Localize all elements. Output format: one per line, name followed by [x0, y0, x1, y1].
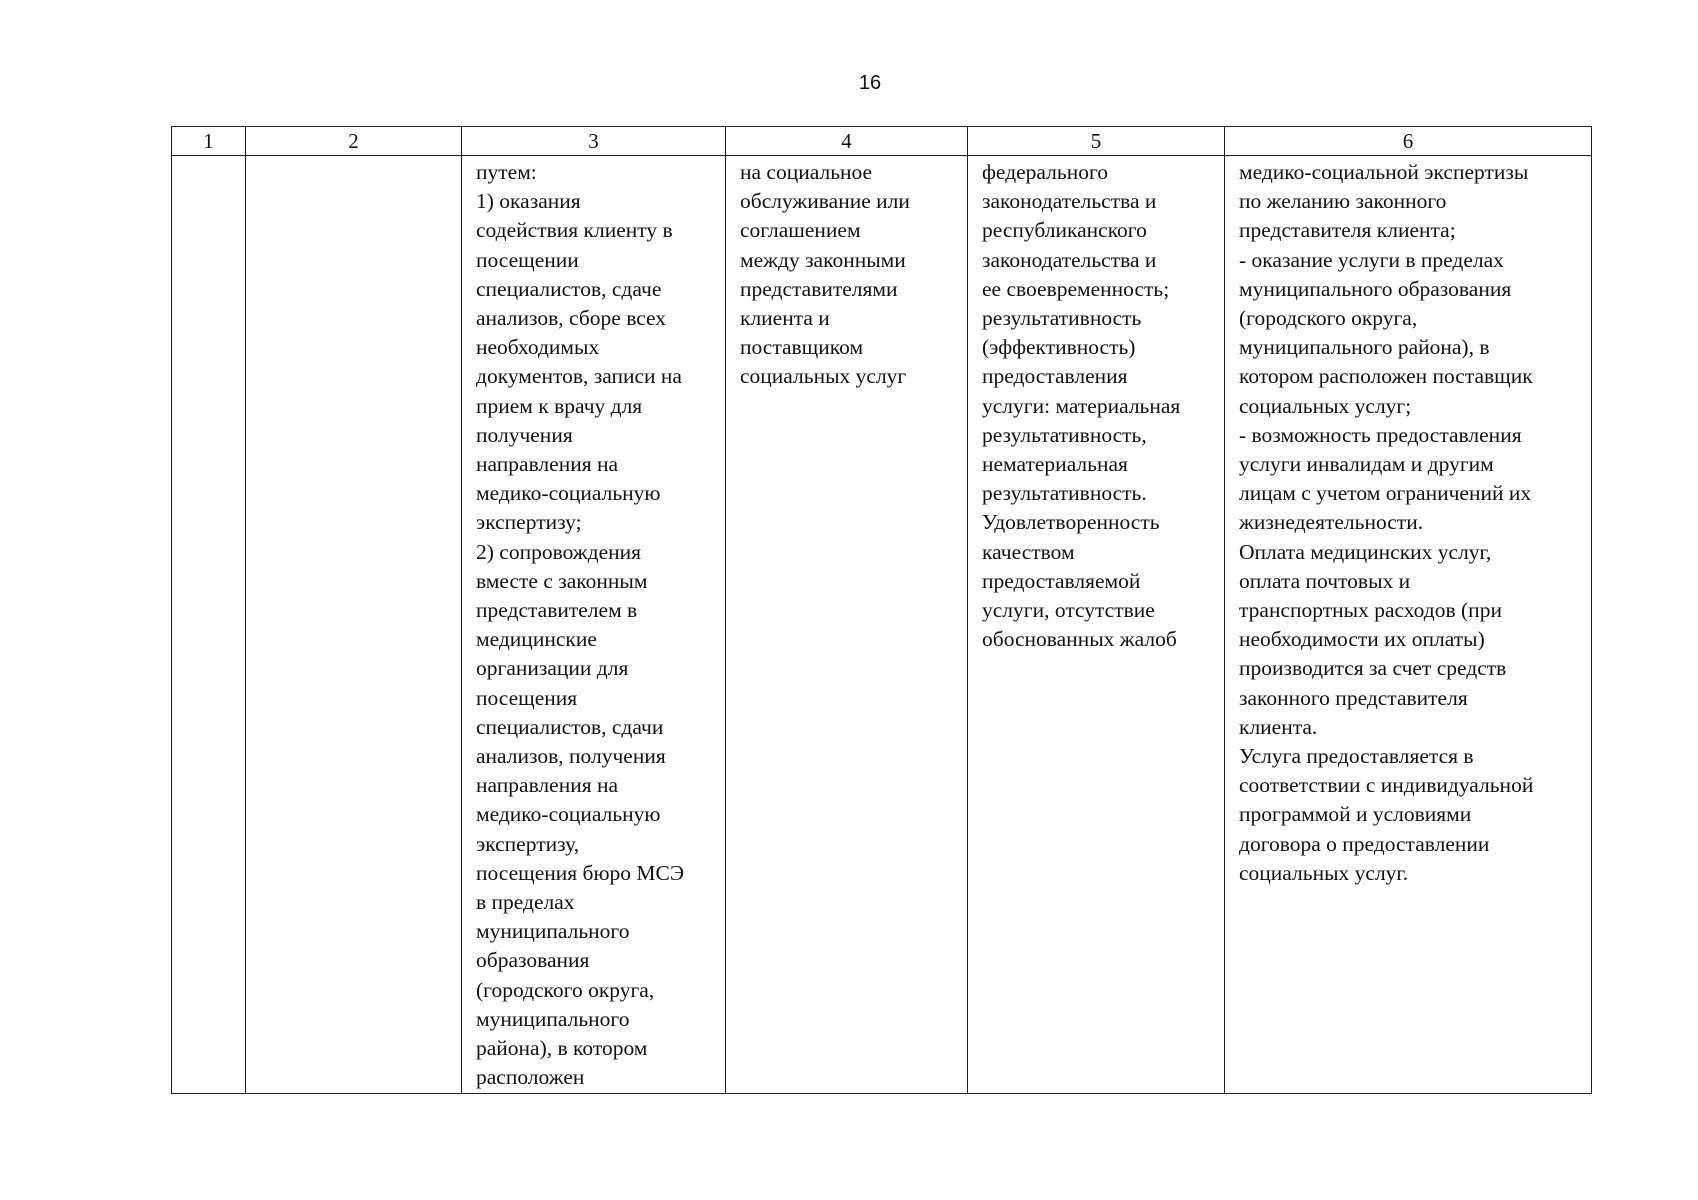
- cell-text-line: необходимых: [476, 335, 600, 360]
- cell-text-line: района), в котором: [476, 1036, 648, 1061]
- cell-col-5: [968, 156, 1225, 1094]
- cell-text-line: ее своевременность;: [982, 276, 1170, 301]
- cell-text-line: Удовлетворенность: [982, 510, 1160, 535]
- cell-text-line: посещения бюро МСЭ: [476, 860, 685, 885]
- cell-text-line: муниципального: [476, 1006, 630, 1031]
- cell-text-line: федерального: [982, 160, 1108, 184]
- cell-text-line: клиента.: [1239, 714, 1318, 739]
- cell-text-line: (городского округа,: [476, 977, 655, 1002]
- cell-text-line: жизнедеятельности.: [1239, 510, 1424, 535]
- column-header-1: 1: [172, 127, 246, 156]
- column-header-2: 2: [246, 127, 462, 156]
- cell-text-line: качеством: [982, 539, 1075, 564]
- cell-col-4: [726, 156, 968, 1094]
- cell-text-line: образования: [476, 948, 590, 973]
- cell-text-line: результативность: [982, 306, 1142, 331]
- cell-text-line: прием к врачу для: [476, 393, 643, 418]
- cell-text-line: между законными: [740, 247, 906, 272]
- cell-text-line: посещении: [476, 247, 579, 272]
- cell-col-2: [246, 156, 462, 1094]
- cell-text-line: муниципального образования: [1239, 276, 1512, 301]
- cell-text-line: (городского округа,: [1239, 306, 1418, 331]
- page-number: 16: [858, 72, 882, 94]
- cell-text-line: организации для: [476, 656, 629, 681]
- cell-text-line: - возможность предоставления: [1239, 422, 1522, 447]
- cell-text-line: услуги, отсутствие: [982, 598, 1155, 623]
- cell-text-line: производится за счет средств: [1239, 656, 1507, 681]
- cell-text-line: направления на: [476, 452, 619, 477]
- column-header-3: 3: [462, 127, 726, 156]
- cell-col-3: [462, 156, 726, 1094]
- cell-text-line: предоставления: [982, 364, 1128, 389]
- cell-text-line: медико-социальную: [476, 481, 661, 506]
- cell-text-line: (эффективность): [982, 335, 1136, 360]
- cell-text-line: котором расположен поставщик: [1239, 364, 1533, 389]
- cell-text-line: результативность,: [982, 422, 1147, 447]
- cell-col-6: [1225, 156, 1592, 1094]
- cell-text-line: 1) оказания: [476, 189, 581, 214]
- cell-text-line: на социальное: [740, 160, 873, 184]
- cell-text-line: специалистов, сдаче: [476, 276, 662, 301]
- cell-text-line: оплата почтовых и: [1239, 568, 1411, 593]
- cell-text-line: нематериальная: [982, 452, 1128, 477]
- column-header-4: 4: [726, 127, 968, 156]
- cell-text-line: обслуживание или: [740, 189, 910, 214]
- cell-text-line: по желанию законного: [1239, 189, 1447, 214]
- cell-text-line: обоснованных жалоб: [982, 627, 1177, 652]
- cell-text-line: клиента и: [740, 306, 830, 331]
- cell-text-line: договора о предоставлении: [1239, 831, 1490, 856]
- cell-text-line: законного представителя: [1239, 685, 1468, 710]
- cell-text-line: 2) сопровождения: [476, 539, 642, 564]
- column-number-row: [172, 127, 1592, 156]
- cell-text-line: медико-социальной экспертизы: [1239, 160, 1529, 184]
- cell-text-line: экспертизу,: [476, 831, 580, 856]
- cell-text-line: в пределах: [476, 890, 575, 915]
- cell-text-line: экспертизу;: [476, 510, 582, 535]
- cell-text-line: лицам с учетом ограничений их: [1239, 481, 1532, 506]
- cell-col-1: [172, 156, 246, 1094]
- column-header-5: 5: [968, 127, 1225, 156]
- cell-text-line: республиканского: [982, 218, 1147, 243]
- cell-text-line: анализов, сборе всех: [476, 306, 667, 331]
- cell-text-line: документов, записи на: [476, 364, 682, 389]
- cell-text-line: законодательства и: [982, 189, 1157, 214]
- column-header-6: 6: [1225, 127, 1592, 156]
- cell-text-line: специалистов, сдачи: [476, 714, 664, 739]
- cell-text-line: результативность.: [982, 481, 1147, 506]
- cell-text-line: услуги: материальная: [982, 393, 1181, 418]
- cell-text-line: программой и условиями: [1239, 802, 1472, 827]
- cell-text-line: социальных услуг: [740, 364, 907, 389]
- cell-text-line: медицинские: [476, 627, 597, 652]
- cell-text-line: содействия клиенту в: [476, 218, 673, 243]
- cell-text-line: представителя клиента;: [1239, 218, 1456, 243]
- cell-text-line: поставщиком: [740, 335, 864, 360]
- cell-text-line: предоставляемой: [982, 568, 1141, 593]
- cell-text-line: направления на: [476, 773, 619, 798]
- cell-text-line: муниципального района), в: [1239, 335, 1490, 360]
- cell-text-line: вместе с законным: [476, 568, 648, 593]
- cell-text-line: медико-социальную: [476, 802, 661, 827]
- table-row: [172, 156, 1592, 1094]
- cell-text-line: муниципального: [476, 919, 630, 944]
- cell-text-line: путем:: [476, 160, 537, 184]
- cell-text-line: расположен: [476, 1065, 585, 1090]
- cell-text-line: Оплата медицинских услуг,: [1239, 539, 1492, 564]
- cell-text-line: соответствии с индивидуальной: [1239, 773, 1534, 798]
- cell-text-line: услуги инвалидам и другим: [1239, 452, 1494, 477]
- cell-text-line: социальных услуг.: [1239, 860, 1409, 885]
- cell-text-line: Услуга предоставляется в: [1239, 744, 1474, 769]
- cell-text-line: анализов, получения: [476, 744, 666, 769]
- cell-text-line: социальных услуг;: [1239, 393, 1412, 418]
- cell-text-line: посещения: [476, 685, 578, 710]
- cell-text-line: - оказание услуги в пределах: [1239, 247, 1504, 272]
- cell-text-line: представителями: [740, 276, 898, 301]
- cell-text-line: необходимости их оплаты): [1239, 627, 1485, 652]
- cell-text-line: получения: [476, 422, 573, 447]
- cell-text-line: законодательства и: [982, 247, 1157, 272]
- cell-text-line: представителем в: [476, 598, 638, 623]
- service-standard-table: [171, 126, 1592, 1094]
- cell-text-line: транспортных расходов (при: [1239, 598, 1502, 623]
- cell-text-line: соглашением: [740, 218, 861, 243]
